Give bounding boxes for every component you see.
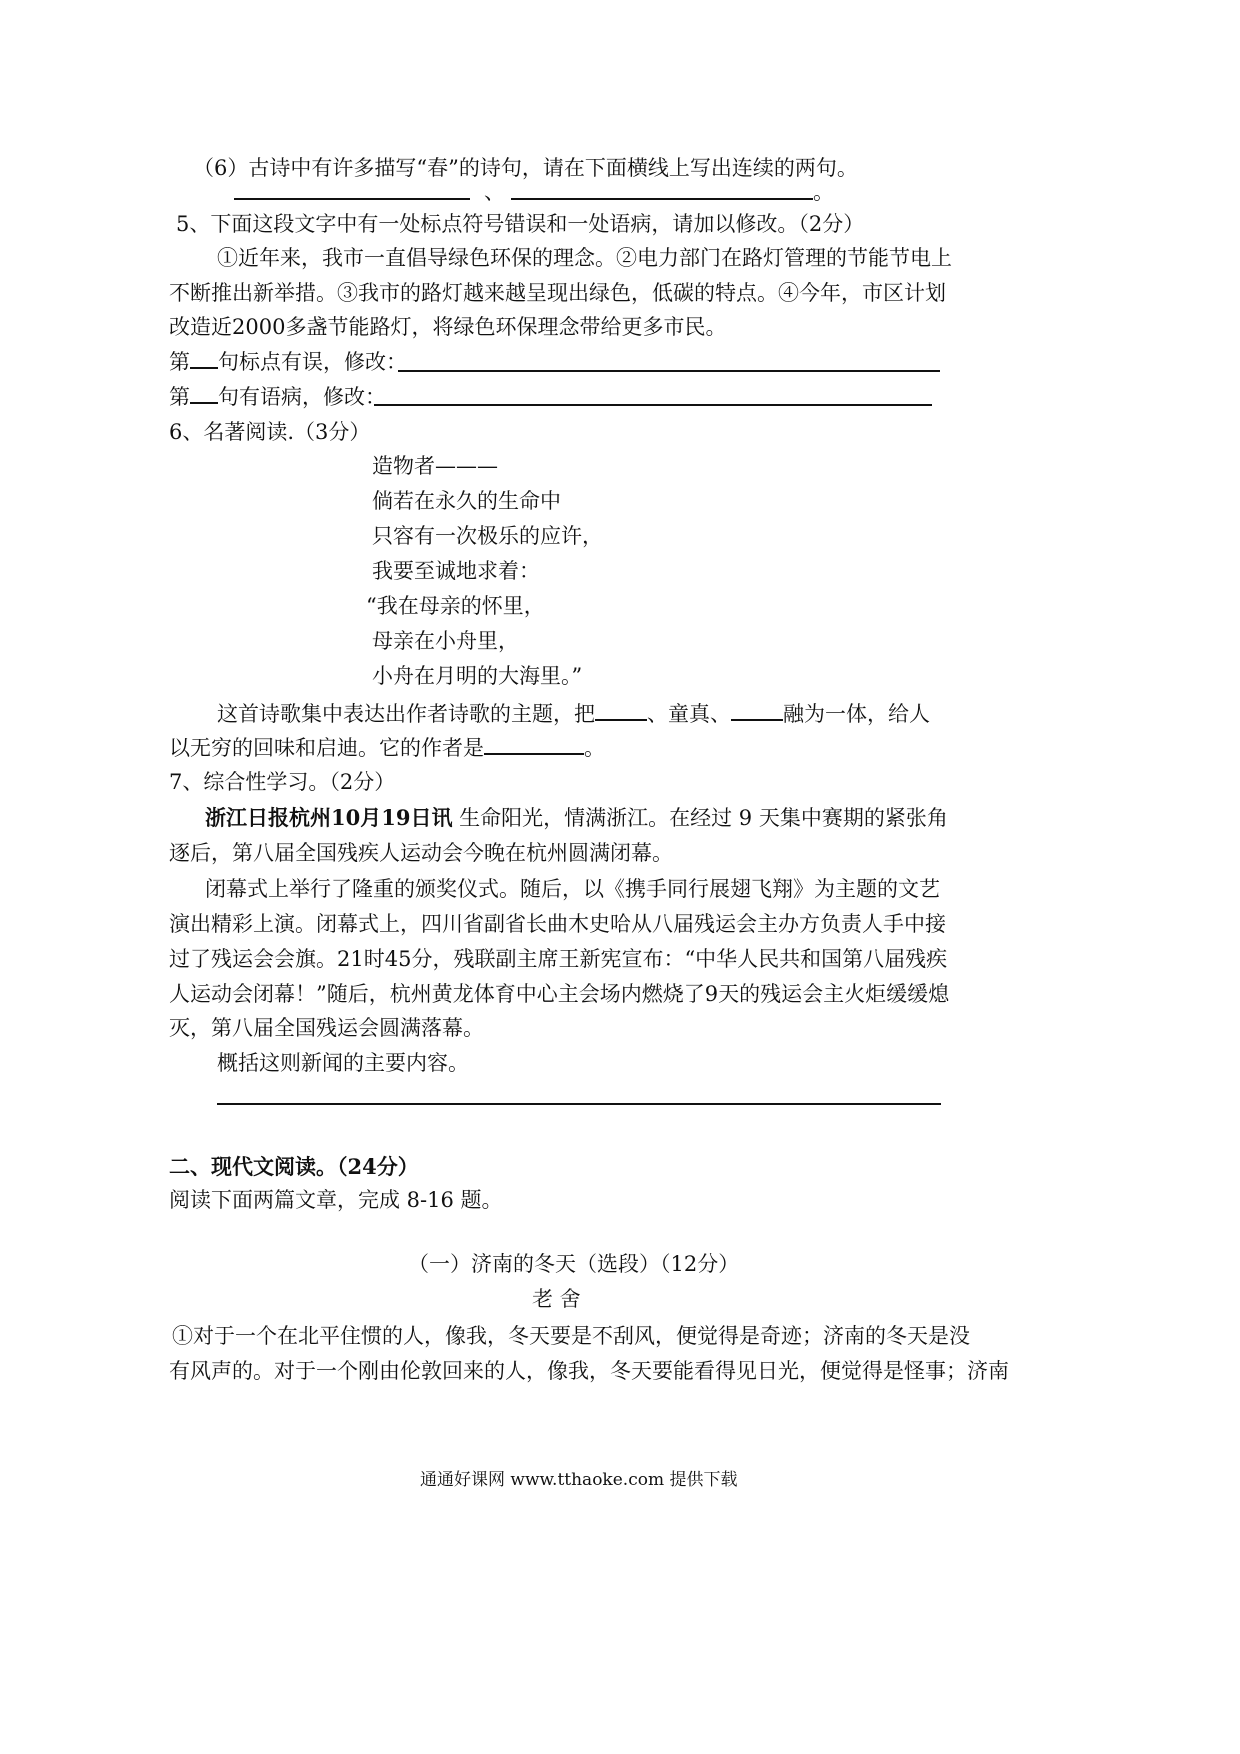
q5-para-line-2: 不断推出新举措。③我市的路灯越来越呈现出绿色，低碳的特点。④今年，市区计划: [169, 281, 946, 305]
article-title: （一）济南的冬天（选段）（12分）: [408, 1252, 740, 1276]
blank-author[interactable]: [484, 735, 584, 755]
q5-answer-punctuation: [169, 348, 407, 376]
q6-question-line-1: [217, 700, 930, 728]
q5-para-line-3: 改造近2000多盏节能路灯，将绿色环保理念带给更多市民。: [169, 315, 727, 339]
q6-title: 6、名著阅读.（3分）: [169, 420, 371, 444]
period: 。: [813, 180, 834, 204]
page-footer: 通通好课网 www.tthaoke.com 提供下载: [420, 1470, 738, 1490]
answer-label: 句标点有误，修改：: [218, 350, 407, 374]
answer-line-2[interactable]: [511, 198, 813, 200]
blank-theme-2[interactable]: [731, 701, 783, 721]
poem-line: 造物者———: [372, 454, 498, 478]
blank-theme-1[interactable]: [595, 701, 647, 721]
answer-line-punctuation[interactable]: [398, 370, 940, 372]
q7-title: 7、综合性学习。（2分）: [169, 770, 396, 794]
answer-prefix: 第: [169, 385, 190, 409]
q5-answer-grammar: [169, 383, 386, 411]
news-line: 闭幕式上举行了隆重的颁奖仪式。随后，以《携手同行展翅飞翔》为主题的文艺: [205, 877, 940, 901]
news-lead: [205, 804, 948, 832]
article-para-line-1: ①对于一个在北平住惯的人，像我，冬天要是不刮风，便觉得是奇迹；济南的冬天是没: [172, 1324, 970, 1348]
q5-title: 5、下面这段文字中有一处标点符号错误和一处语病，请加以修改。（2分）: [176, 212, 865, 236]
q6-text: 以无穷的回味和启迪。它的作者是: [169, 736, 484, 760]
poem-line: 只容有一次极乐的应许，: [372, 524, 603, 548]
blank-sentence-number-1[interactable]: [190, 349, 218, 369]
article-para-line-2: 有风声的。对于一个刚由伦敦回来的人，像我，冬天要能看得见日光，便觉得是怪事；济南: [169, 1359, 1009, 1383]
answer-line-1[interactable]: [234, 198, 470, 200]
q6-question-line-2: [169, 734, 605, 762]
q7-prompt: 概括这则新闻的主要内容。: [217, 1051, 469, 1075]
article-author: 老 舍: [532, 1287, 581, 1311]
q6-text: 融为一体，给人: [783, 702, 930, 726]
news-line: 人运动会闭幕！”随后，杭州黄龙体育中心主会场内燃烧了9天的残运会主火炬缓缓熄: [169, 982, 950, 1006]
answer-line-grammar[interactable]: [374, 404, 932, 406]
poem-line: 倘若在永久的生命中: [372, 489, 561, 513]
poem-line: “我在母亲的怀里，: [366, 594, 545, 618]
news-line: 演出精彩上演。闭幕式上，四川省副省长曲木史哈从八届残运会主办方负责人手中接: [169, 912, 946, 936]
poem-line: 小舟在月明的大海里。”: [372, 664, 583, 688]
poem-line: 我要至诚地求着：: [372, 559, 540, 583]
comma: 、: [484, 180, 505, 204]
q6-text: 、童真、: [647, 702, 731, 726]
news-dateline: 浙江日报杭州10月19日讯: [205, 805, 453, 830]
q6-text: 这首诗歌集中表达出作者诗歌的主题，把: [217, 702, 595, 726]
q5-para-line-1: ①近年来，我市一直倡导绿色环保的理念。②电力部门在路灯管理的节能节电上: [217, 246, 952, 270]
news-line: 过了残运会会旗。21时45分，残联副主席王新宪宣布：“中华人民共和国第八届残疾: [169, 947, 948, 971]
answer-prefix: 第: [169, 350, 190, 374]
poem-line: 母亲在小舟里，: [372, 629, 519, 653]
news-line: 逐后，第八届全国残疾人运动会今晚在杭州圆满闭幕。: [169, 841, 673, 865]
answer-label: 句有语病，修改：: [218, 385, 386, 409]
news-lead-text: 生命阳光，情满浙江。在经过 9 天集中赛期的紧张角: [452, 806, 948, 830]
news-line: 灭，第八届全国残运会圆满落幕。: [169, 1016, 484, 1040]
q6-text: 。: [584, 736, 605, 760]
q4-item6-text: （6）古诗中有许多描写“春”的诗句，请在下面横线上写出连续的两句。: [193, 156, 858, 180]
section-heading: 二、现代文阅读。（24分）: [169, 1154, 419, 1179]
section-instruction: 阅读下面两篇文章，完成 8-16 题。: [169, 1188, 503, 1212]
answer-line-summary[interactable]: [217, 1103, 941, 1105]
blank-sentence-number-2[interactable]: [190, 384, 218, 404]
